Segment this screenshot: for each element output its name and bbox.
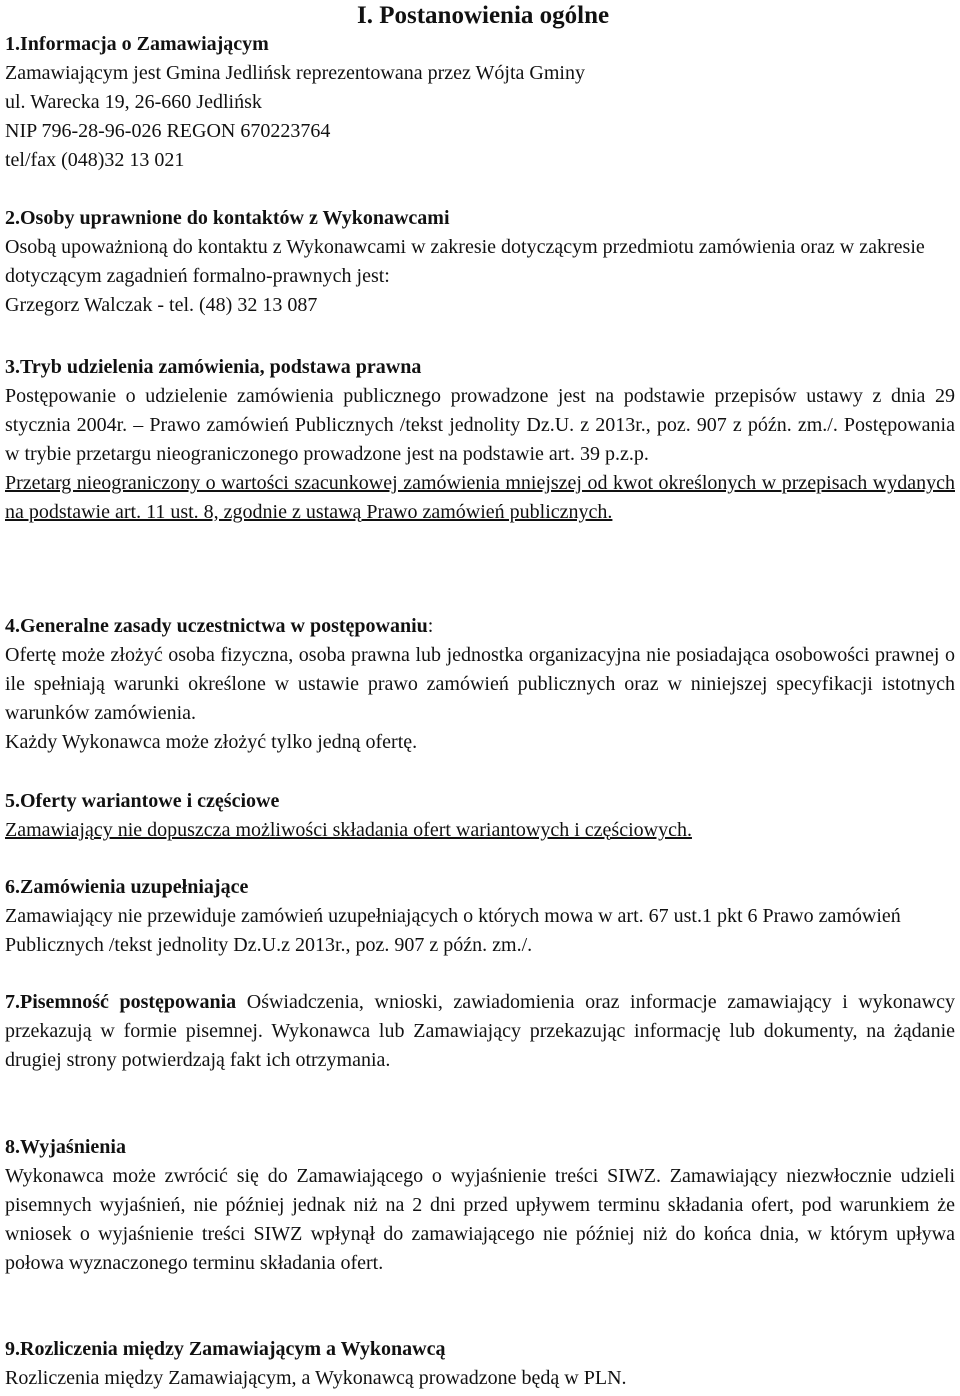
section-1-line: tel/fax (048)32 13 021 <box>5 149 185 171</box>
section-4-heading: 4.Generalne zasady uczestnictwa w postępowaniu <box>5 615 428 637</box>
section-2-body: Osobą upoważnioną do kontaktu z Wykonawcami w zakresie dotyczącym przedmiotu zamówienia oraz w zakresie dotyczącym zagadnień formalno-prawnych jest: <box>5 236 925 287</box>
section-4-heading-suffix: : <box>427 615 434 637</box>
section-5-body: Zamawiający nie dopuszcza możliwości składania ofert wariantowych i częściowych. <box>5 819 692 841</box>
section-3-underlined: Przetarg nieograniczony o wartości szacunkowej zamówienia mniejszej od kwot określonych w przepisach wydanych na podstawie art. 11 ust. 8, zgodnie z ustawą Prawo zamówień publicznych. <box>5 472 955 523</box>
section-9-heading: 9.Rozliczenia między Zamawiającym a Wykonawcą <box>5 1338 446 1360</box>
section-4-heading-line <box>5 612 955 641</box>
section-5 <box>5 787 955 845</box>
section-7-paragraph <box>5 988 955 1075</box>
section-6-heading: 6.Zamówienia uzupełniające <box>5 876 249 898</box>
section-9-body: Rozliczenia między Zamawiającym, a Wykonawcą prowadzone będą w PLN. <box>5 1367 627 1389</box>
section-2 <box>5 204 955 320</box>
section-4-body: Ofertę może złożyć osoba fizyczna, osoba prawna lub jednostka organizacyjna nie posiadająca osobowości prawnej o ile spełniają warunki określone w ustawie prawo zamówień publicznych oraz w niniejszej specyfikacji istotnych warunków zamówienia. <box>5 644 955 724</box>
section-1-line: NIP 796-28-96-026 REGON 670223764 <box>5 120 331 142</box>
section-5-heading: 5.Oferty wariantowe i częściowe <box>5 790 280 812</box>
section-3-body: Postępowanie o udzielenie zamówienia publicznego prowadzone jest na podstawie przepisów ustawy z dnia 29 stycznia 2004r. – Prawo zamówień Publicznych /tekst jednolity Dz.U. z 2013r., poz. 907 z późn. zm./. Postępowania w trybie przetargu nieograniczonego prowadzone jest na podstawie art. 39 p.z.p. <box>5 385 955 465</box>
section-3-heading: 3.Tryb udzielenia zamówienia, podstawa prawna <box>5 356 422 378</box>
section-3 <box>5 353 955 527</box>
section-8-heading: 8.Wyjaśnienia <box>5 1136 126 1158</box>
section-2-heading: 2.Osoby uprawnione do kontaktów z Wykonawcami <box>5 207 450 229</box>
section-2-contact: Grzegorz Walczak - tel. (48) 32 13 087 <box>5 294 318 316</box>
section-6 <box>5 873 955 960</box>
section-8-body: Wykonawca może zwrócić się do Zamawiającego o wyjaśnienie treści SIWZ. Zamawiający niezwłocznie udzieli pisemnych wyjaśnień, nie później jednak niż na 2 dni przed upływem terminu składania ofert, pod warunkiem że wniosek o wyjaśnienie treści SIWZ wpłynął do zamawiającego nie później niż do końca dnia, w którym upływa połowa wyznaczonego terminu składania ofert. <box>5 1165 955 1274</box>
section-4-last: Każdy Wykonawca może złożyć tylko jedną ofertę. <box>5 731 418 753</box>
section-7 <box>5 988 955 1075</box>
section-1-heading: 1.Informacja o Zamawiającym <box>5 33 269 55</box>
section-1 <box>5 30 955 175</box>
section-6-body: Zamawiający nie przewiduje zamówień uzupełniających o których mowa w art. 67 ust.1 pkt 6 Prawo zamówień Publicznych /tekst jednolity Dz.U.z 2013r., poz. 907 z późn. zm./. <box>5 905 901 956</box>
section-4 <box>5 612 955 757</box>
section-8 <box>5 1133 955 1278</box>
page-title: I. Postanowienia ogólne <box>357 2 610 29</box>
section-7-body: Oświadczenia, wnioski, zawiadomienia oraz informacje zamawiający i wykonawcy przekazują w formie pisemnej. Wykonawca lub Zamawiający przekazując informację lub dokumenty, na żądanie drugiej strony potwierdzają fakt ich otrzymania. <box>5 991 956 1071</box>
section-1-line: ul. Warecka 19, 26-660 Jedlińsk <box>5 91 262 113</box>
section-1-line: Zamawiającym jest Gmina Jedlińsk reprezentowana przez Wójta Gminy <box>5 62 585 84</box>
section-7-heading: 7.Pisemność postępowania <box>5 991 237 1013</box>
section-9 <box>5 1335 955 1393</box>
